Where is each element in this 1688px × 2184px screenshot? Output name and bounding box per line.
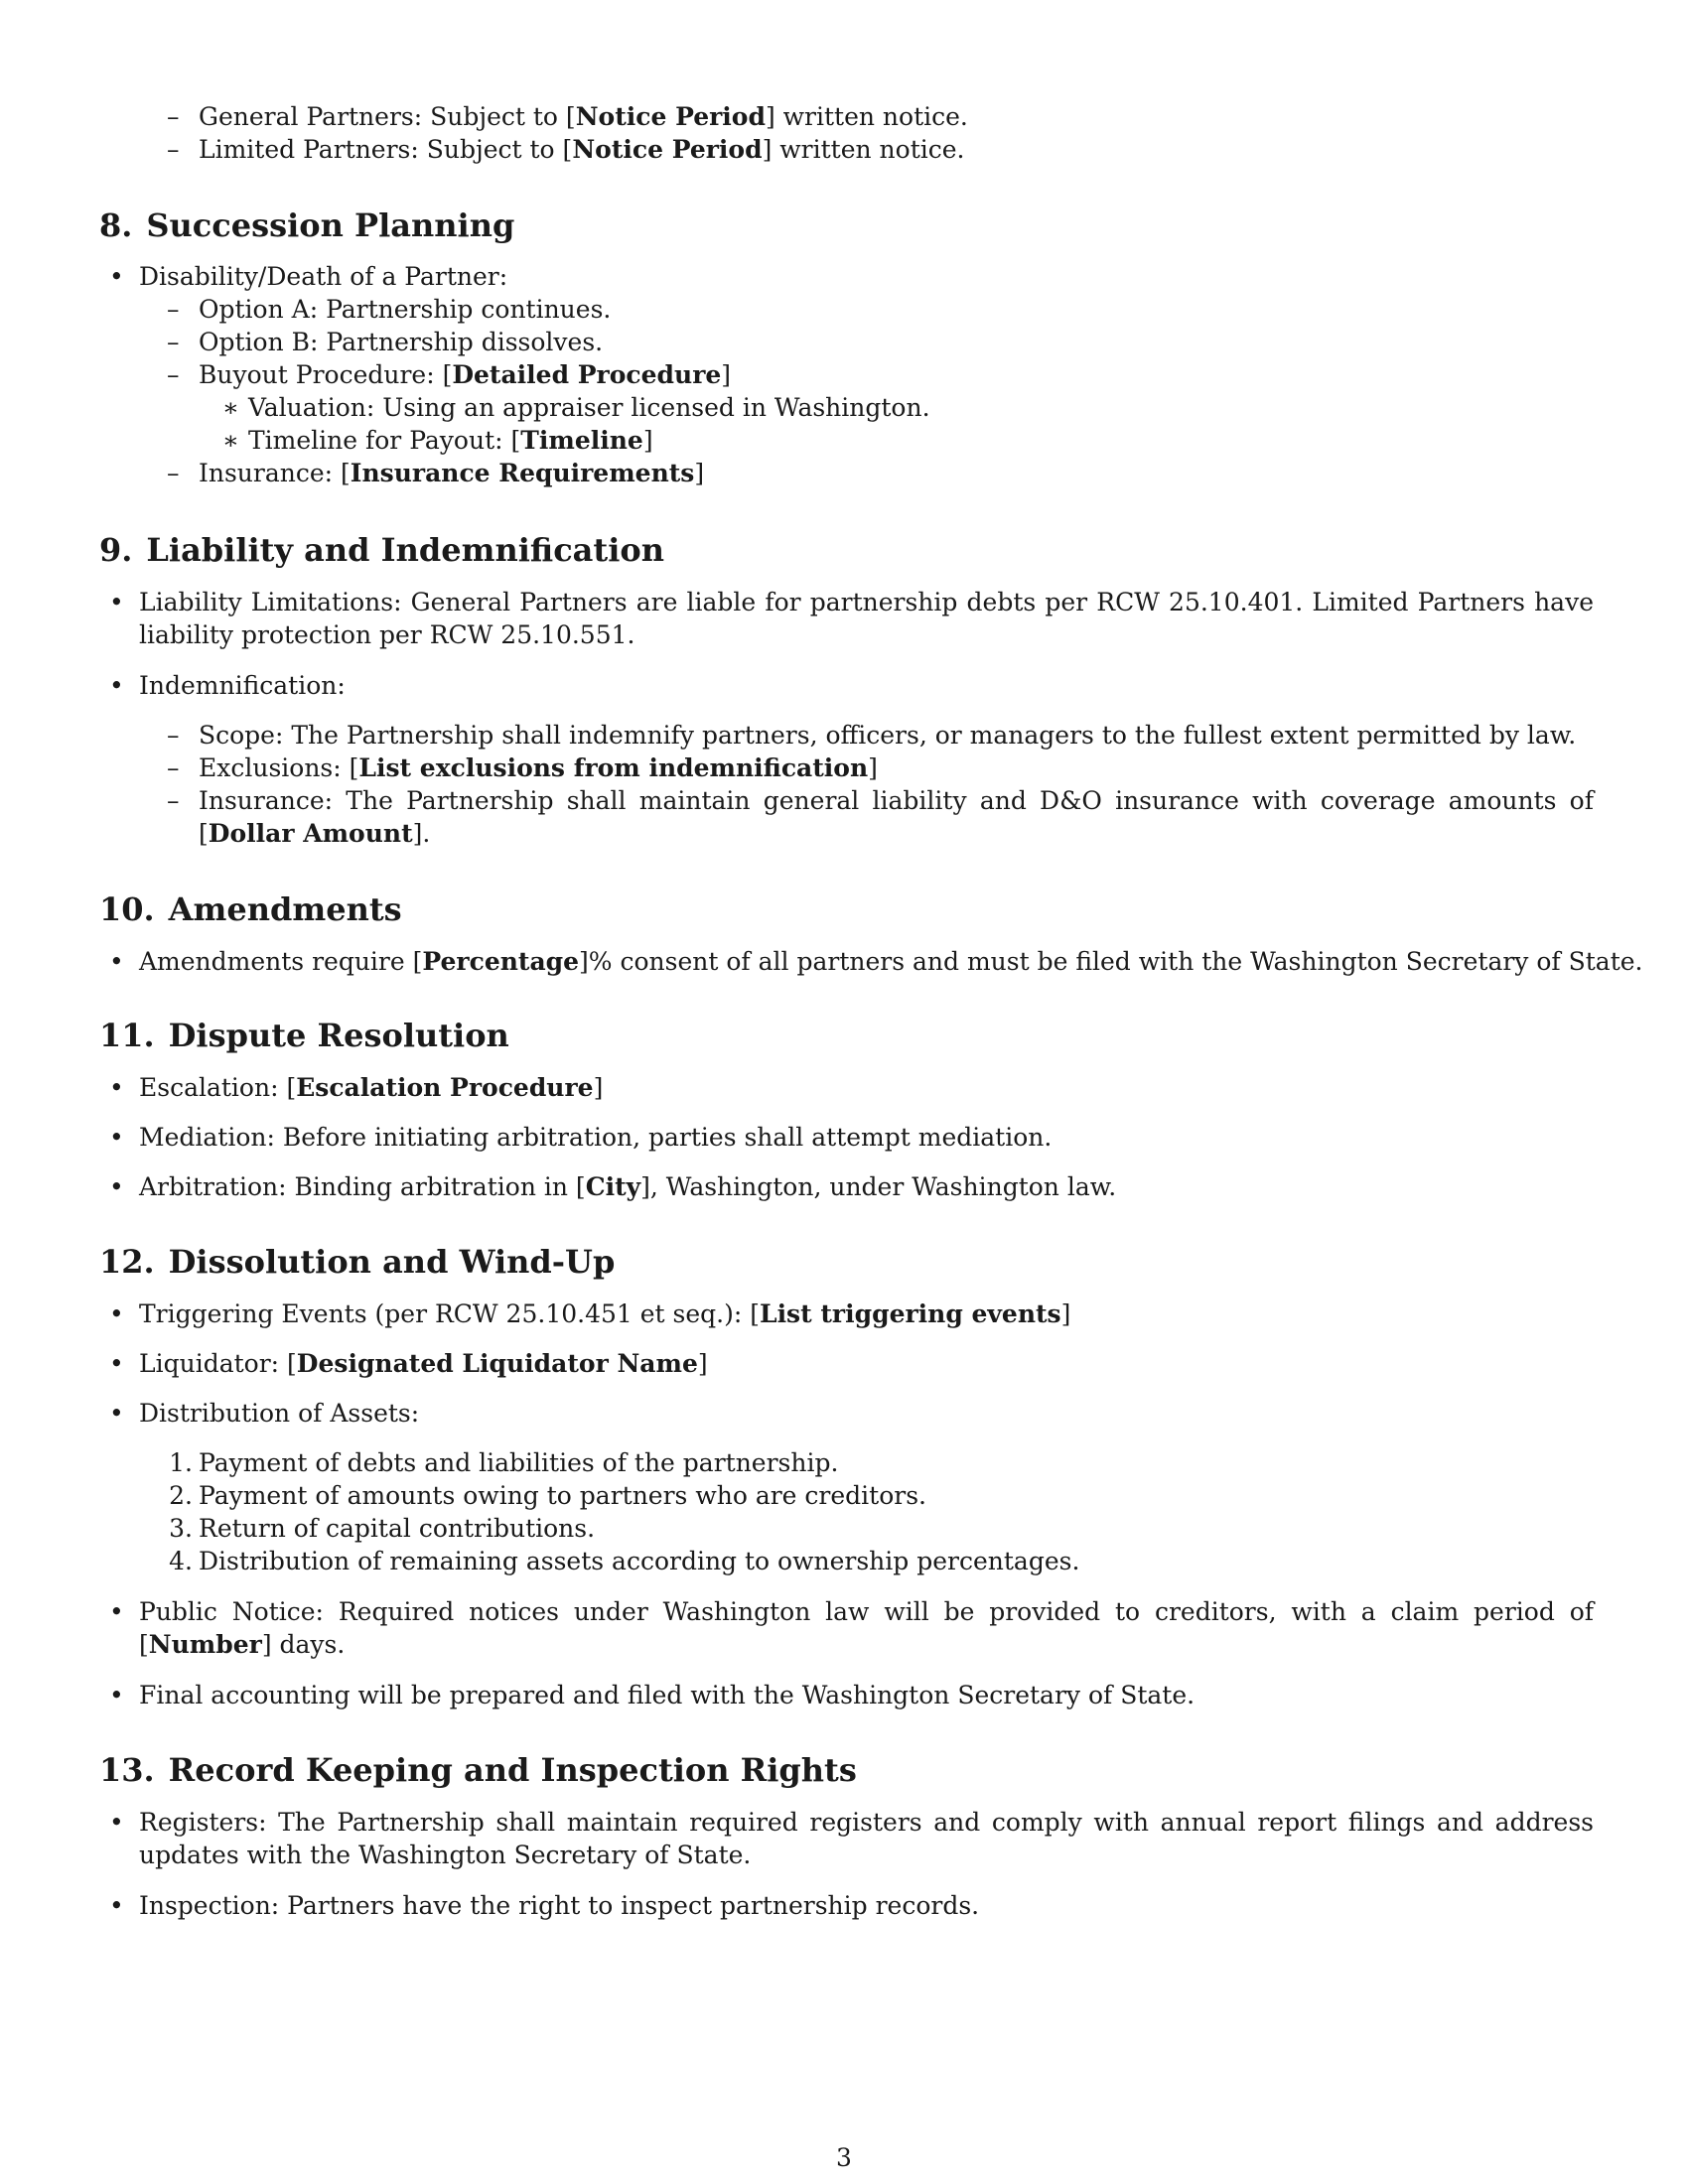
list-item: • Registers: The Partnership shall maintain required registers and comply with annual report filings and address updates with the Washington Secretary of State. [109, 1808, 1594, 1869]
dash-marker: – [167, 786, 180, 815]
list-item: – Insurance: The Partnership shall maintain general liability and D&O insurance with coverage amounts of [Dollar Amount]. [167, 786, 1594, 848]
list-item: ∗ Timeline for Payout: [Timeline] [222, 426, 653, 455]
section-12 [99, 1242, 1594, 1282]
dash-marker: – [167, 328, 180, 356]
list-item: • Triggering Events (per RCW 25.10.451 et seq.): [List triggering events] [109, 1299, 1071, 1328]
list-item: • Mediation: Before initiating arbitration, parties shall attempt mediation. [109, 1123, 1053, 1152]
list-item: – Option A: Partnership continues. [167, 295, 612, 324]
bullet-marker: • [109, 262, 124, 291]
section-heading: 11. Dispute Resolution [99, 1017, 509, 1054]
bullet-marker: • [109, 947, 124, 976]
asterisk-marker: ∗ [222, 426, 239, 455]
section-8 [99, 205, 1594, 245]
asterisk-marker: ∗ [222, 393, 239, 422]
section-heading: 13. Record Keeping and Inspection Rights [99, 1751, 857, 1789]
list-item: – Limited Partners: Subject to [Notice Period] written notice. [167, 135, 965, 164]
list-item: • Indemnification: [109, 671, 346, 700]
enum-number: 2. [169, 1481, 193, 1510]
enumerated-item: 1. Payment of debts and liabilities of the partnership. [199, 1446, 838, 1479]
bullet-marker: • [109, 1299, 124, 1328]
enumerated-item: 3. Return of capital contributions. [199, 1512, 595, 1545]
list-item: • Escalation: [Escalation Procedure] [109, 1073, 604, 1102]
enum-number: 3. [169, 1514, 193, 1543]
section-heading: 12. Dissolution and Wind-Up [99, 1243, 616, 1281]
bullet-marker: • [109, 1172, 124, 1201]
list-item: • Liquidator: [Designated Liquidator Name] [109, 1349, 708, 1378]
enum-number: 4. [169, 1547, 193, 1575]
list-item: – General Partners: Subject to [Notice Period] written notice. [167, 102, 968, 131]
section-heading: 8. Succession Planning [99, 206, 515, 244]
list-item: • Liability Limitations: General Partners are liable for partnership debts per RCW 25.10.401. Limited Partners have liability protection per RCW 25.10.551. [109, 588, 1594, 649]
list-item: – Exclusions: [List exclusions from indemnification] [167, 753, 878, 782]
enumerated-item: 2. Payment of amounts owing to partners who are creditors. [199, 1479, 926, 1512]
dash-marker: – [167, 721, 180, 750]
dash-marker: – [167, 459, 180, 487]
list-item: • Arbitration: Binding arbitration in [City], Washington, under Washington law. [109, 1172, 1117, 1201]
list-item: – Scope: The Partnership shall indemnify partners, officers, or managers to the fullest extent permitted by law. [167, 721, 1577, 750]
dash-marker: – [167, 295, 180, 324]
section-13 [99, 1750, 1594, 1790]
dash-marker: – [167, 135, 180, 164]
bullet-marker: • [109, 1073, 124, 1102]
bullet-marker: • [109, 671, 124, 700]
bullet-marker: • [109, 1808, 124, 1837]
list-item: – Buyout Procedure: [Detailed Procedure] [167, 360, 732, 389]
list-item: • Final accounting will be prepared and filed with the Washington Secretary of State. [109, 1681, 1196, 1709]
page-number: 3 [836, 2143, 852, 2172]
section-10 [99, 889, 1594, 929]
list-item: • Distribution of Assets: [109, 1399, 420, 1428]
list-item: – Option B: Partnership dissolves. [167, 328, 604, 356]
section-heading: 9. Liability and Indemnification [99, 531, 664, 569]
list-item: • Amendments require [Percentage]% consent of all partners and must be filed with the Washington Secretary of State. [109, 947, 1643, 976]
list-item: ∗ Valuation: Using an appraiser licensed in Washington. [222, 393, 930, 422]
document-page [99, 0, 1643, 2184]
bullet-marker: • [109, 1349, 124, 1378]
dash-marker: – [167, 102, 180, 131]
dash-marker: – [167, 360, 180, 389]
bullet-marker: • [109, 1681, 124, 1709]
list-item: – Insurance: [Insurance Requirements] [167, 459, 705, 487]
list-item: • Disability/Death of a Partner: [109, 262, 508, 291]
list-item: • Inspection: Partners have the right to inspect partnership records. [109, 1891, 980, 1920]
bullet-marker: • [109, 1399, 124, 1428]
bullet-marker: • [109, 1891, 124, 1920]
enum-number: 1. [169, 1448, 193, 1477]
enumerated-item: 4. Distribution of remaining assets according to ownership percentages. [199, 1545, 1079, 1577]
bullet-marker: • [109, 588, 124, 616]
dash-marker: – [167, 753, 180, 782]
list-item: • Public Notice: Required notices under Washington law will be provided to creditors, with a claim period of [Number] days. [109, 1597, 1594, 1659]
section-9 [99, 530, 1594, 570]
section-heading: 10. Amendments [99, 890, 402, 928]
bullet-marker: • [109, 1123, 124, 1152]
section-11 [99, 1016, 1594, 1055]
bullet-marker: • [109, 1597, 124, 1626]
